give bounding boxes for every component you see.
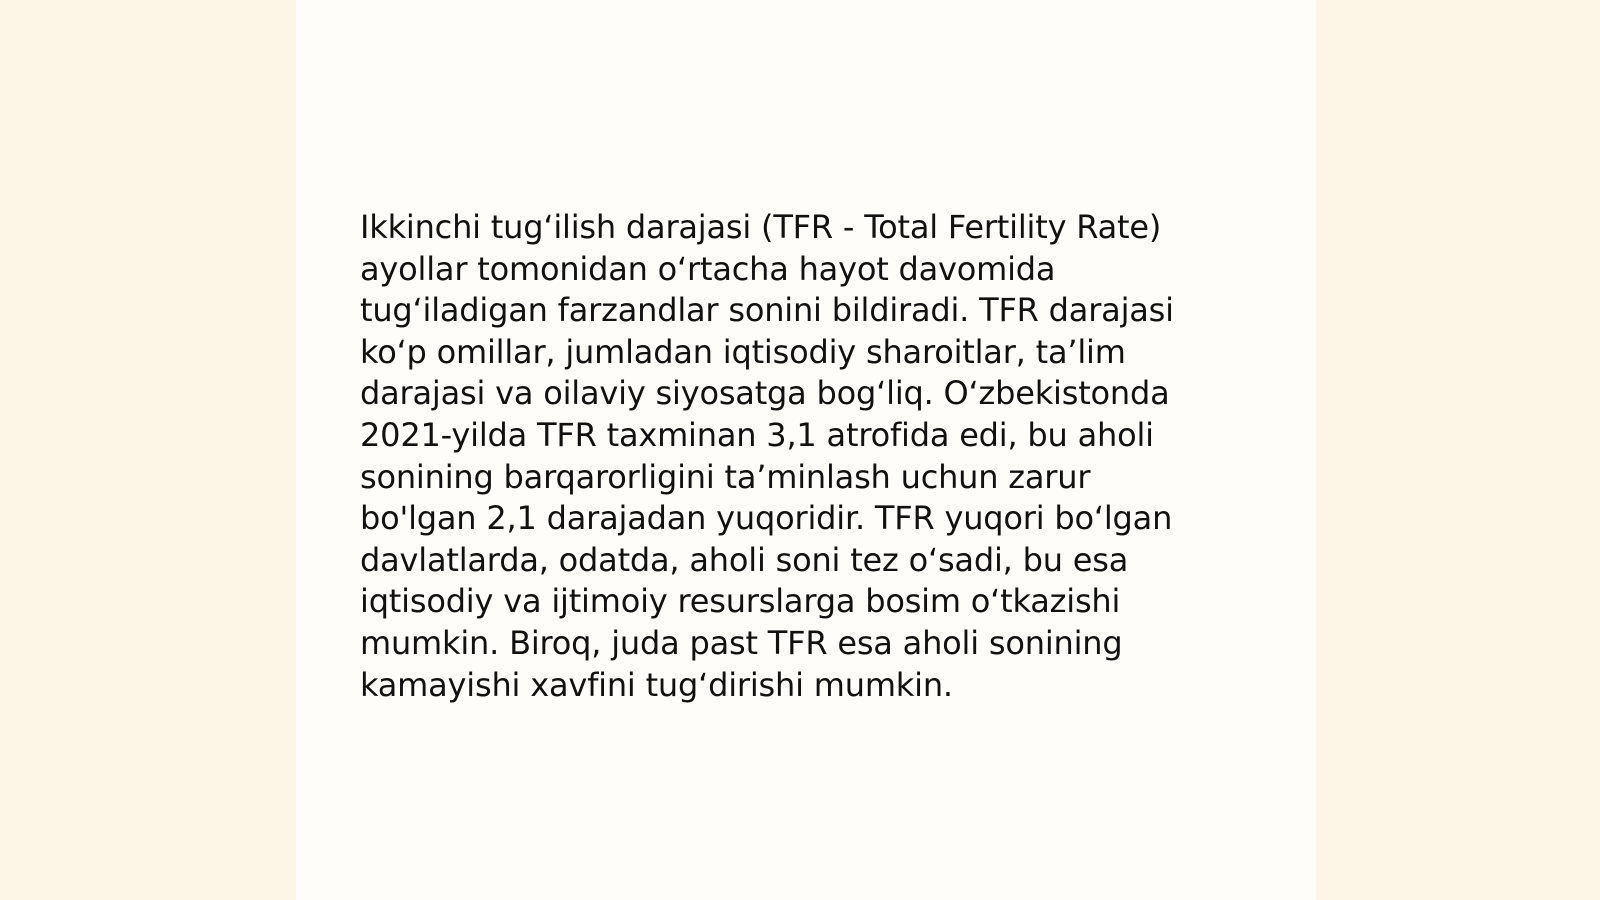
document-slide bbox=[296, 0, 1316, 900]
right-margin-panel bbox=[1316, 0, 1600, 900]
body-paragraph: Ikkinchi tug‘ilish darajasi (TFR - Total Fertility Rate) ayollar tomonidan o‘rtacha hayot davomida tug‘iladigan farzandlar sonini bildiradi. TFR darajasi ko‘p omillar, jumladan iqtisodiy sharoitlar, ta’lim darajasi va oilaviy siyosatga bog‘liq. O‘zbekistonda 2021-yilda TFR taxminan 3,1 atrofida edi, bu aholi sonining barqarorligini ta’minlash uchun zarur bo'lgan 2,1 darajadan yuqoridir. TFR yuqori bo‘lgan davlatlarda, odatda, aholi soni tez o‘sadi, bu esa iqtisodiy va ijtimoiy resurslarga bosim o‘tkazishi mumkin. Biroq, juda past TFR esa aholi sonining kamayishi xavfini tug‘dirishi mumkin. bbox=[360, 208, 1174, 704]
left-margin-panel bbox=[0, 0, 296, 900]
